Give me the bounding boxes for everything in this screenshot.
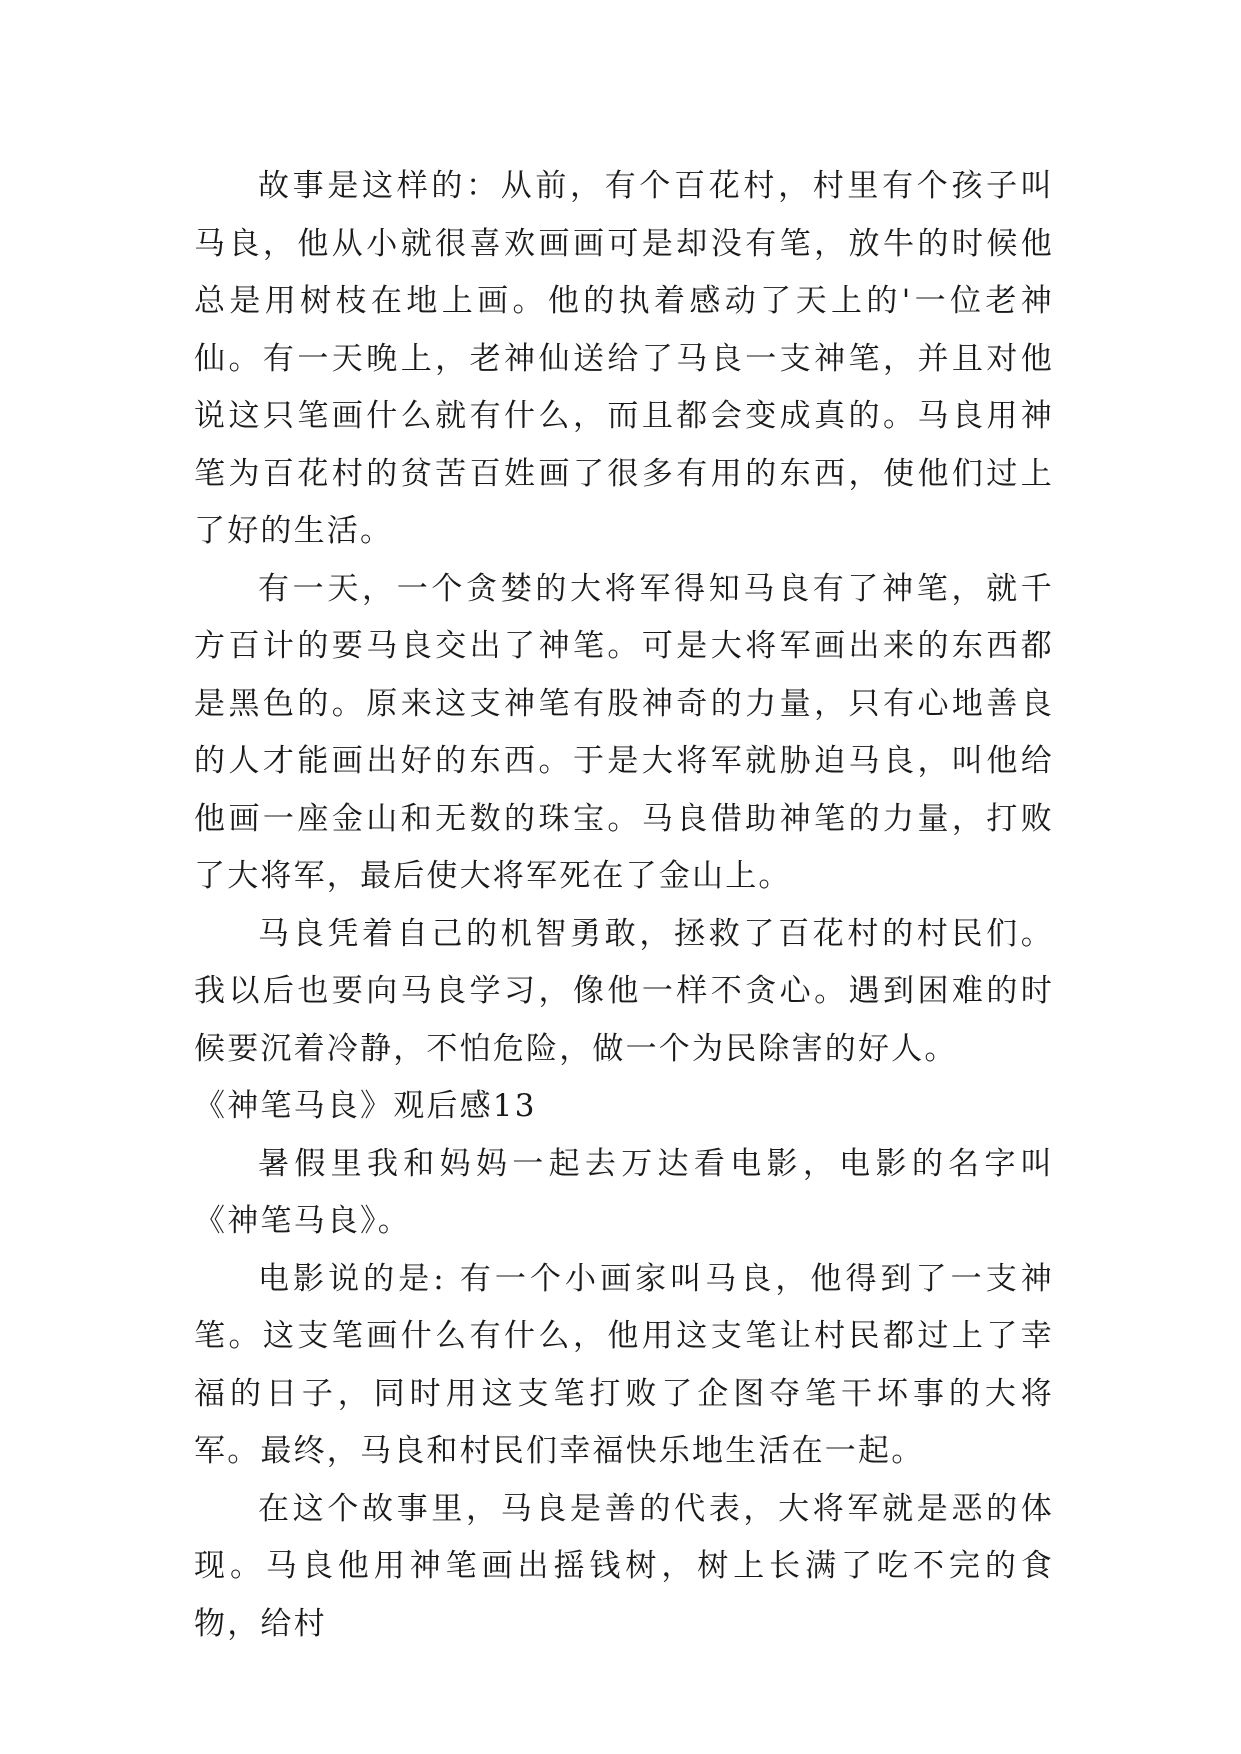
paragraph-story: 故事是这样的：从前，有个百花村，村里有个孩子叫马良，他从小就很喜欢画画可是却没有笔，放牛的时候他总是用树枝在地上画。他的执着感动了天上的'一位老神仙。有一天晚上，老神仙送给了马良一支神笔，并且对他说这只笔画什么就有什么，而且都会变成真的。马良用神笔为百花村的贫苦百姓画了很多有用的东西，使他们过上了好的生活。	[194, 168, 1054, 549]
section-heading: 《神笔马良》观后感13	[194, 1088, 537, 1124]
paragraph-movie-intro: 暑假里我和妈妈一起去万达看电影，电影的名字叫《神笔马良》。	[194, 1145, 1054, 1239]
paragraph-general: 有一天，一个贪婪的大将军得知马良有了神笔，就千方百计的要马良交出了神笔。可是大将军画出来的东西都是黑色的。原来这支神笔有股神奇的力量，只有心地善良的人才能画出好的东西。于是大将军就胁迫马良，叫他给他画一座金山和无数的珠宝。马良借助神笔的力量，打败了大将军，最后使大将军死在了金山上。	[194, 570, 1054, 894]
paragraph-good-evil: 在这个故事里，马良是善的代表，大将军就是恶的体现。马良他用神笔画出摇钱树，树上长满了吃不完的食物，给村	[194, 1490, 1054, 1642]
document-body	[194, 158, 1054, 1653]
paragraph-movie-plot: 电影说的是: 有一个小画家叫马良，他得到了一支神笔。这支笔画什么有什么，他用这支笔让村民都过上了幸福的日子，同时用这支笔打败了企图夺笔干坏事的大将军。最终，马良和村民们幸福快乐地生活在一起。	[194, 1260, 1054, 1469]
paragraph-reflection: 马良凭着自己的机智勇敢，拯救了百花村的村民们。我以后也要向马良学习，像他一样不贪心。遇到困难的时候要沉着冷静，不怕危险，做一个为民除害的好人。	[194, 915, 1054, 1067]
